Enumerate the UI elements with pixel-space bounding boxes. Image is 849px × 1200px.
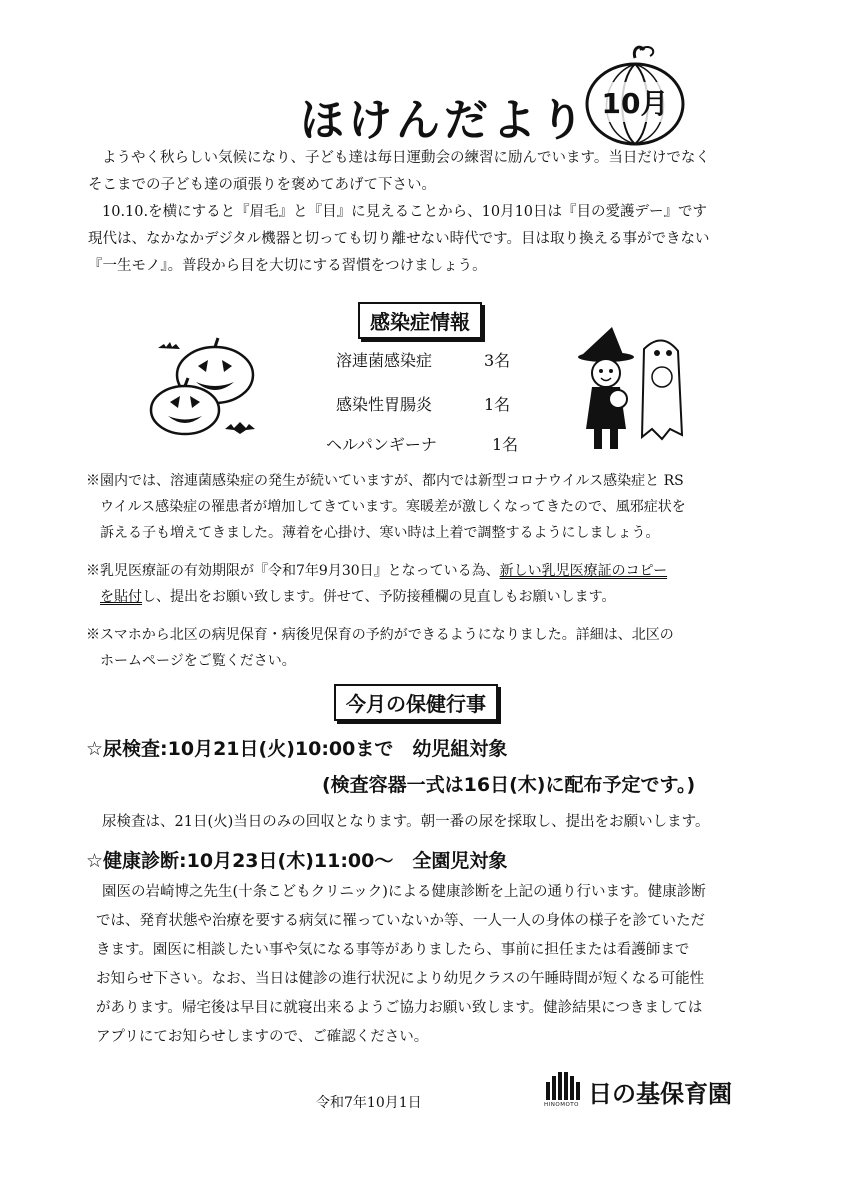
note-line: ※園内では、溶連菌感染症の発生が続いていますが、都内では新型コロナウイルス感染症と RS (86, 473, 684, 489)
note-underlined-text: を貼付 (100, 589, 142, 605)
infection-name: 感染性胃腸炎 (336, 395, 433, 414)
halloween-kids-illustration (572, 325, 692, 455)
infection-name: 溶連菌感染症 (336, 351, 433, 370)
note-text: し、提出をお願い致します。併せて、予防接種欄の見直しもお願いします。 (142, 589, 616, 605)
events-heading: 今月の保健行事 (334, 684, 498, 721)
infection-count: 1名 (492, 435, 519, 454)
note-line: ※スマホから北区の病児保育・病後児保育の予約ができるようになりました。詳細は、北区の (86, 627, 674, 643)
checkup-title: ☆健康診断:10月23日(木)11:00〜 全園児対象 (86, 850, 508, 872)
checkup-line: きます。園医に相談したい事や気になる事等がありましたら、事前に担任または看護師まで (96, 942, 690, 958)
intro-line: ようやく秋らしい気候になり、子ども達は毎日運動会の練習に励んでいます。当日だけでなく (102, 150, 710, 166)
infection-count: 1名 (484, 395, 511, 414)
intro-line: 10.10.を横にすると『眉毛』と『目』に見えることから、10月10日は『目の愛護デー』です (102, 204, 708, 220)
logo-subtext: HINOMOTO (544, 1102, 579, 1108)
urine-test-note: (検査容器一式は16日(木)に配布予定です。) (322, 774, 696, 796)
intro-line: 現代は、なかなかデジタル機器と切っても切り離せない時代です。目は取り換える事ができない (88, 231, 710, 247)
checkup-line: 園医の岩崎博之先生(十条こどもクリニック)による健康診断を上記の通り行います。健康診断 (102, 884, 706, 900)
checkup-line: アプリにてお知らせしますので、ご確認ください。 (96, 1029, 429, 1045)
infection-item (336, 348, 511, 371)
infection-item (336, 392, 511, 415)
sick-child-care-note (86, 622, 674, 674)
checkup-line: では、発育状態や治療を要する病気に罹っていないか等、一人一人の身体の様子を診ていただ (96, 913, 705, 929)
note-line: ウイルス感染症の罹患者が増加してきています。寒暖差が激しくなってきたので、風邪症状を (100, 499, 686, 515)
school-logo (542, 1068, 772, 1112)
infection-note (86, 468, 686, 546)
bat-icon (158, 342, 180, 349)
bat-icon (225, 421, 255, 435)
checkup-line: お知らせ下さい。なお、当日は健診の進行状況により幼児クラスの午睡時間が短くなる可能性 (96, 971, 705, 987)
infection-count: 3名 (484, 351, 511, 370)
note-line: 訴える子も増えてきました。薄着を心掛け、寒い時は上着で調整するようにしましょう。 (100, 525, 660, 541)
month-badge-text: 10月 (598, 82, 672, 122)
intro-line: そこまでの子ども達の頑張りを褒めてあげて下さい。 (88, 177, 436, 193)
note-text: ※乳児医療証の有効期限が『令和7年9月30日』となっている為、 (86, 563, 500, 579)
checkup-line: があります。帰宅後は早目に就寝出来るようご協力お願い致します。健診結果につきましては (96, 1000, 703, 1016)
issue-date: 令和7年10月1日 (316, 1095, 422, 1111)
urine-test-title: ☆尿検査:10月21日(火)10:00まで 幼児組対象 (86, 738, 508, 760)
note-underlined-text: 新しい乳児医療証のコピー (499, 563, 668, 579)
checkup-body (90, 878, 706, 1052)
infection-item (326, 432, 519, 455)
note-line: ホームページをご覧ください。 (100, 653, 296, 669)
page-title: ほけんだより (300, 95, 588, 146)
infection-name: ヘルパンギーナ (326, 435, 437, 454)
intro-line: 『一生モノ』。普段から目を大切にする習慣をつけましょう。 (88, 258, 487, 274)
pumpkin-month-badge (580, 40, 690, 150)
school-name: 日の基保育園 (588, 1080, 732, 1108)
intro-paragraph (88, 145, 710, 280)
halloween-kids-icon (572, 325, 692, 455)
medical-card-note (86, 558, 667, 610)
urine-test-body: 尿検査は、21日(火)当日のみの回収となります。朝一番の尿を採取し、提出をお願いします。 (102, 814, 710, 830)
infection-heading: 感染症情報 (358, 302, 482, 339)
